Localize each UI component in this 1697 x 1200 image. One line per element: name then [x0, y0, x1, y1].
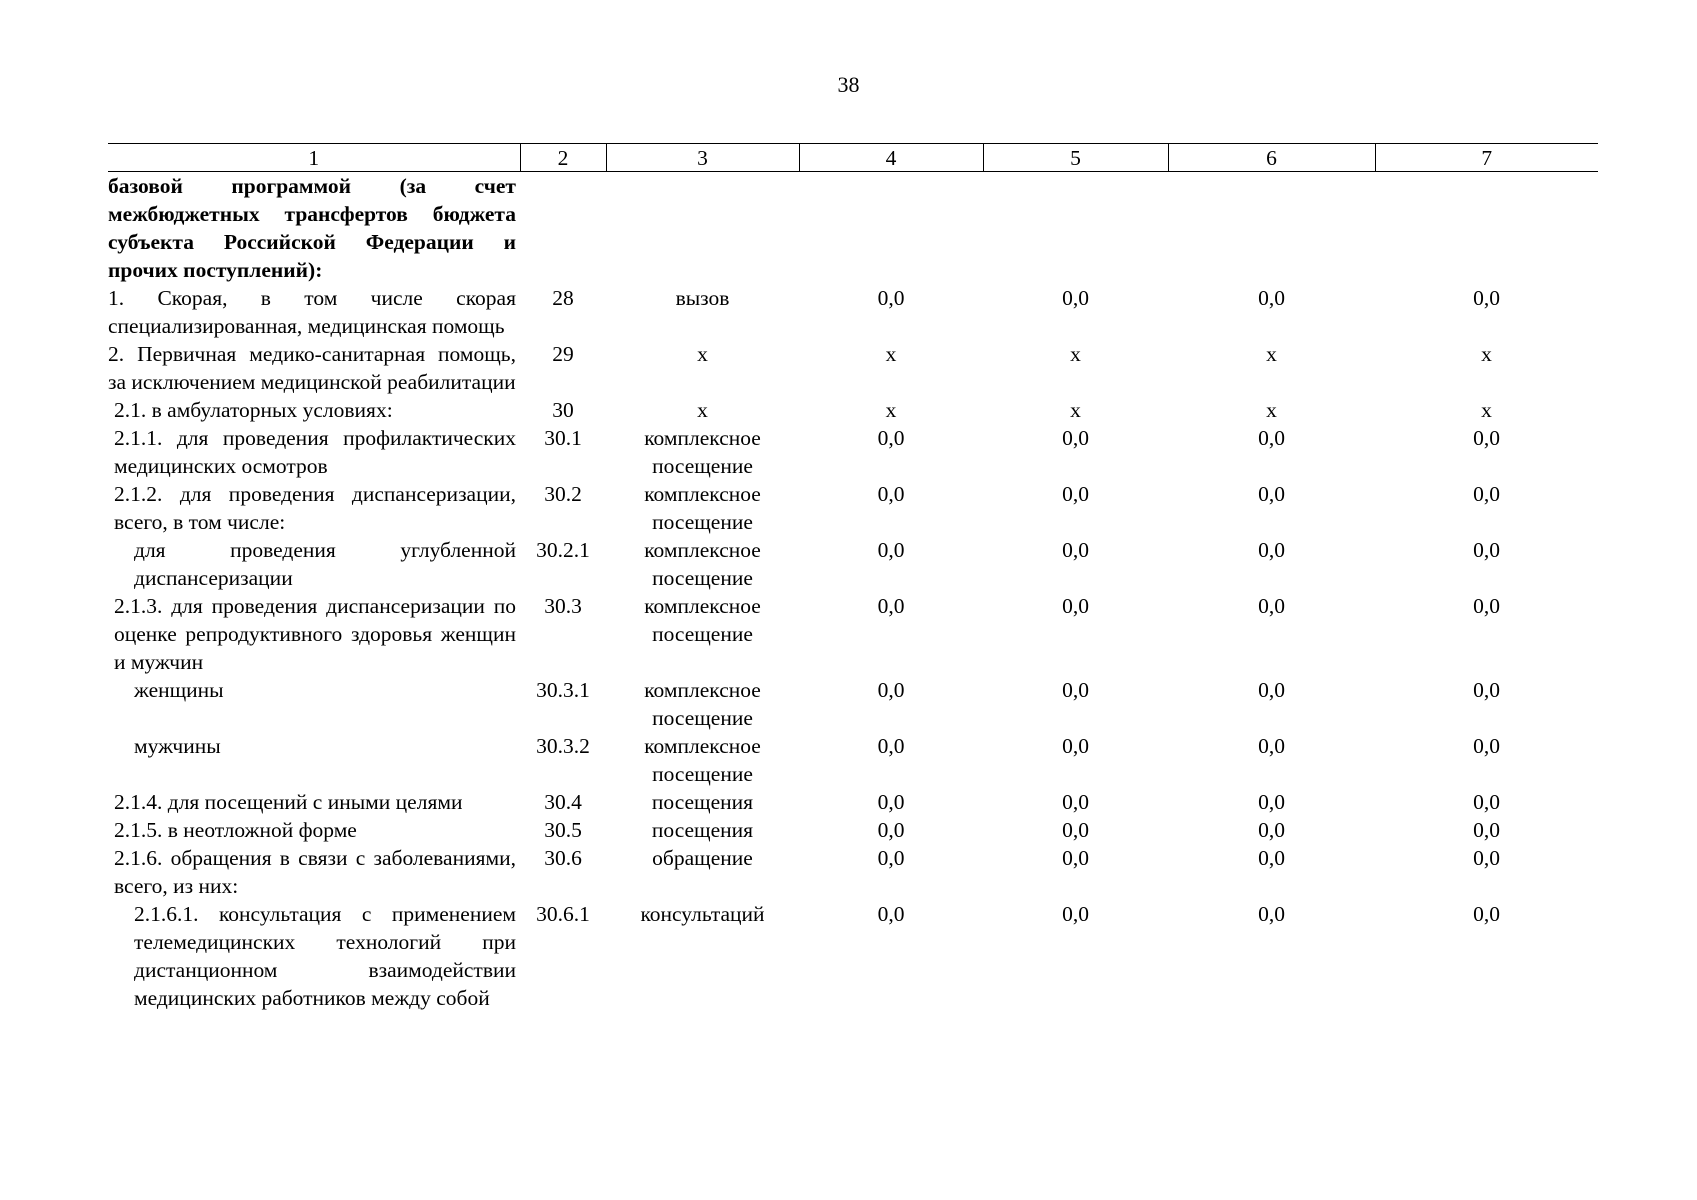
row-unit-cell: комплексное посещение [644, 482, 761, 534]
header-row [108, 144, 1598, 172]
row-value-col7: х [1481, 398, 1492, 422]
table-row [108, 284, 1598, 340]
row-value-col5: 0,0 [1062, 594, 1089, 618]
row-value-col7: х [1481, 342, 1492, 366]
row-unit-cell: комплексное посещение [644, 734, 761, 786]
row-code-cell: 30.3.2 [536, 734, 590, 758]
column-header-1: 1 [108, 144, 520, 172]
row-unit-cell [606, 172, 799, 285]
row-value-col4: 0,0 [877, 482, 905, 506]
row-unit-cell: вызов [675, 286, 730, 310]
row-value-col4: х [885, 398, 897, 422]
row-value-col7: 0,0 [1473, 678, 1500, 702]
column-header-5: 5 [983, 144, 1168, 172]
row-name-cell: 2.1.1. для проведения профилактических медицинских осмотров [114, 426, 516, 478]
row-unit-cell: комплексное посещение [644, 594, 761, 646]
row-value-col6: 0,0 [1258, 426, 1285, 450]
row-code-cell: 30.2.1 [536, 538, 590, 562]
row-value-col6: 0,0 [1258, 594, 1285, 618]
row-value-col7: 0,0 [1473, 538, 1500, 562]
row-value-col4: 0,0 [877, 538, 905, 562]
row-value-col4: 0,0 [877, 286, 905, 310]
row-unit-cell: обращение [652, 846, 753, 870]
table-body [108, 172, 1598, 1013]
row-name-cell: 2.1.2. для проведения диспансеризации, всего, в том числе: [114, 482, 516, 534]
row-code-cell [520, 172, 606, 285]
row-value-col6: х [1266, 398, 1277, 422]
table-row [108, 900, 1598, 1012]
table-row [108, 732, 1598, 788]
row-value-col4: 0,0 [877, 902, 905, 926]
row-value-col6: 0,0 [1258, 902, 1285, 926]
row-value-col6: 0,0 [1258, 482, 1285, 506]
row-value-col4: 0,0 [877, 734, 905, 758]
row-name-cell: 2.1. в амбулаторных условиях: [114, 398, 393, 422]
column-header-2: 2 [520, 144, 606, 172]
row-value-col6 [1168, 172, 1375, 285]
row-value-col6: 0,0 [1258, 734, 1285, 758]
row-code-cell: 30.3 [544, 594, 582, 618]
row-unit-cell: посещения [651, 790, 754, 814]
row-value-col4: 0,0 [877, 846, 905, 870]
row-value-col7: 0,0 [1473, 818, 1500, 842]
row-name-cell: 2. Первичная медико-санитарная помощь, за исключением медицинской реабилитации [108, 342, 516, 394]
row-value-col4: 0,0 [877, 818, 905, 842]
column-header-6: 6 [1168, 144, 1375, 172]
column-header-7: 7 [1375, 144, 1598, 172]
row-value-col5: 0,0 [1062, 902, 1089, 926]
row-value-col4: х [885, 342, 897, 366]
row-code-cell: 30 [552, 398, 574, 422]
row-name-cell: 2.1.5. в неотложной форме [114, 818, 357, 842]
row-name-cell: 2.1.4. для посещений с иными целями [114, 790, 463, 814]
row-code-cell: 30.5 [544, 818, 582, 842]
row-value-col6: 0,0 [1258, 818, 1285, 842]
row-value-col5: 0,0 [1062, 426, 1089, 450]
row-value-col5: 0,0 [1062, 790, 1089, 814]
row-value-col6: 0,0 [1258, 790, 1285, 814]
row-unit-cell: консультаций [640, 902, 765, 926]
row-value-col7: 0,0 [1473, 594, 1500, 618]
row-unit-cell: комплексное посещение [644, 678, 761, 730]
row-name-cell: 2.1.6.1. консультация с применением телемедицинских технологий при дистанционном взаимодействии медицинских работников между собой [134, 902, 516, 1010]
row-value-col4 [799, 172, 983, 285]
table-row [108, 536, 1598, 592]
table-row [108, 816, 1598, 844]
row-code-cell: 29 [552, 342, 574, 366]
row-code-cell: 30.1 [544, 426, 582, 450]
row-value-col5: 0,0 [1062, 818, 1089, 842]
row-value-col5: 0,0 [1062, 678, 1089, 702]
row-value-col7: 0,0 [1473, 426, 1500, 450]
page-number: 38 [837, 72, 860, 97]
row-code-cell: 30.6 [544, 846, 582, 870]
row-code-cell: 30.6.1 [536, 902, 590, 926]
data-table [108, 143, 1598, 1012]
row-code-cell: 30.2 [544, 482, 582, 506]
row-value-col5 [983, 172, 1168, 285]
row-value-col4: 0,0 [877, 790, 905, 814]
table-row [108, 172, 1598, 285]
row-value-col5: х [1070, 342, 1081, 366]
row-value-col6: х [1266, 342, 1277, 366]
row-value-col5: 0,0 [1062, 286, 1089, 310]
row-name-cell: базовой программой (за счет межбюджетных трансфертов бюджета субъекта Российской Федерации и прочих поступлений): [108, 174, 516, 282]
table-row [108, 396, 1598, 424]
row-value-col7 [1375, 172, 1598, 285]
row-value-col6: 0,0 [1258, 538, 1285, 562]
row-value-col7: 0,0 [1473, 790, 1500, 814]
row-unit-cell: комплексное посещение [644, 538, 761, 590]
column-header-4: 4 [799, 144, 983, 172]
row-value-col6: 0,0 [1258, 678, 1285, 702]
row-name-cell: 2.1.3. для проведения диспансеризации по оценке репродуктивного здоровья женщин и мужчин [114, 594, 516, 674]
row-name-cell: для проведения углубленной диспансеризации [134, 538, 516, 590]
table-row [108, 340, 1598, 396]
table-row [108, 844, 1598, 900]
row-unit-cell: комплексное посещение [644, 426, 761, 478]
row-value-col7: 0,0 [1473, 902, 1500, 926]
row-unit-cell: х [697, 342, 708, 366]
row-value-col7: 0,0 [1473, 286, 1500, 310]
row-name-cell: 2.1.6. обращения в связи с заболеваниями, всего, из них: [114, 846, 516, 898]
row-value-col5: 0,0 [1062, 482, 1089, 506]
table-row [108, 424, 1598, 480]
row-value-col5: 0,0 [1062, 734, 1089, 758]
row-code-cell: 30.4 [544, 790, 582, 814]
row-unit-cell: посещения [651, 818, 754, 842]
row-value-col4: 0,0 [877, 594, 905, 618]
row-value-col6: 0,0 [1258, 846, 1285, 870]
table-row [108, 788, 1598, 816]
table-row [108, 592, 1598, 676]
row-value-col5: х [1070, 398, 1081, 422]
row-code-cell: 28 [552, 286, 574, 310]
row-code-cell: 30.3.1 [536, 678, 590, 702]
row-value-col4: 0,0 [877, 426, 905, 450]
row-value-col5: 0,0 [1062, 538, 1089, 562]
row-name-cell: 1. Скорая, в том числе скорая специализированная, медицинская помощь [108, 286, 516, 338]
row-name-cell: мужчины [134, 734, 221, 758]
row-value-col4: 0,0 [877, 678, 905, 702]
row-value-col6: 0,0 [1258, 286, 1285, 310]
row-value-col7: 0,0 [1473, 482, 1500, 506]
row-unit-cell: х [697, 398, 708, 422]
row-value-col7: 0,0 [1473, 846, 1500, 870]
row-name-cell: женщины [134, 678, 224, 702]
column-header-3: 3 [606, 144, 799, 172]
table-row [108, 480, 1598, 536]
table-row [108, 676, 1598, 732]
row-value-col7: 0,0 [1473, 734, 1500, 758]
row-value-col5: 0,0 [1062, 846, 1089, 870]
